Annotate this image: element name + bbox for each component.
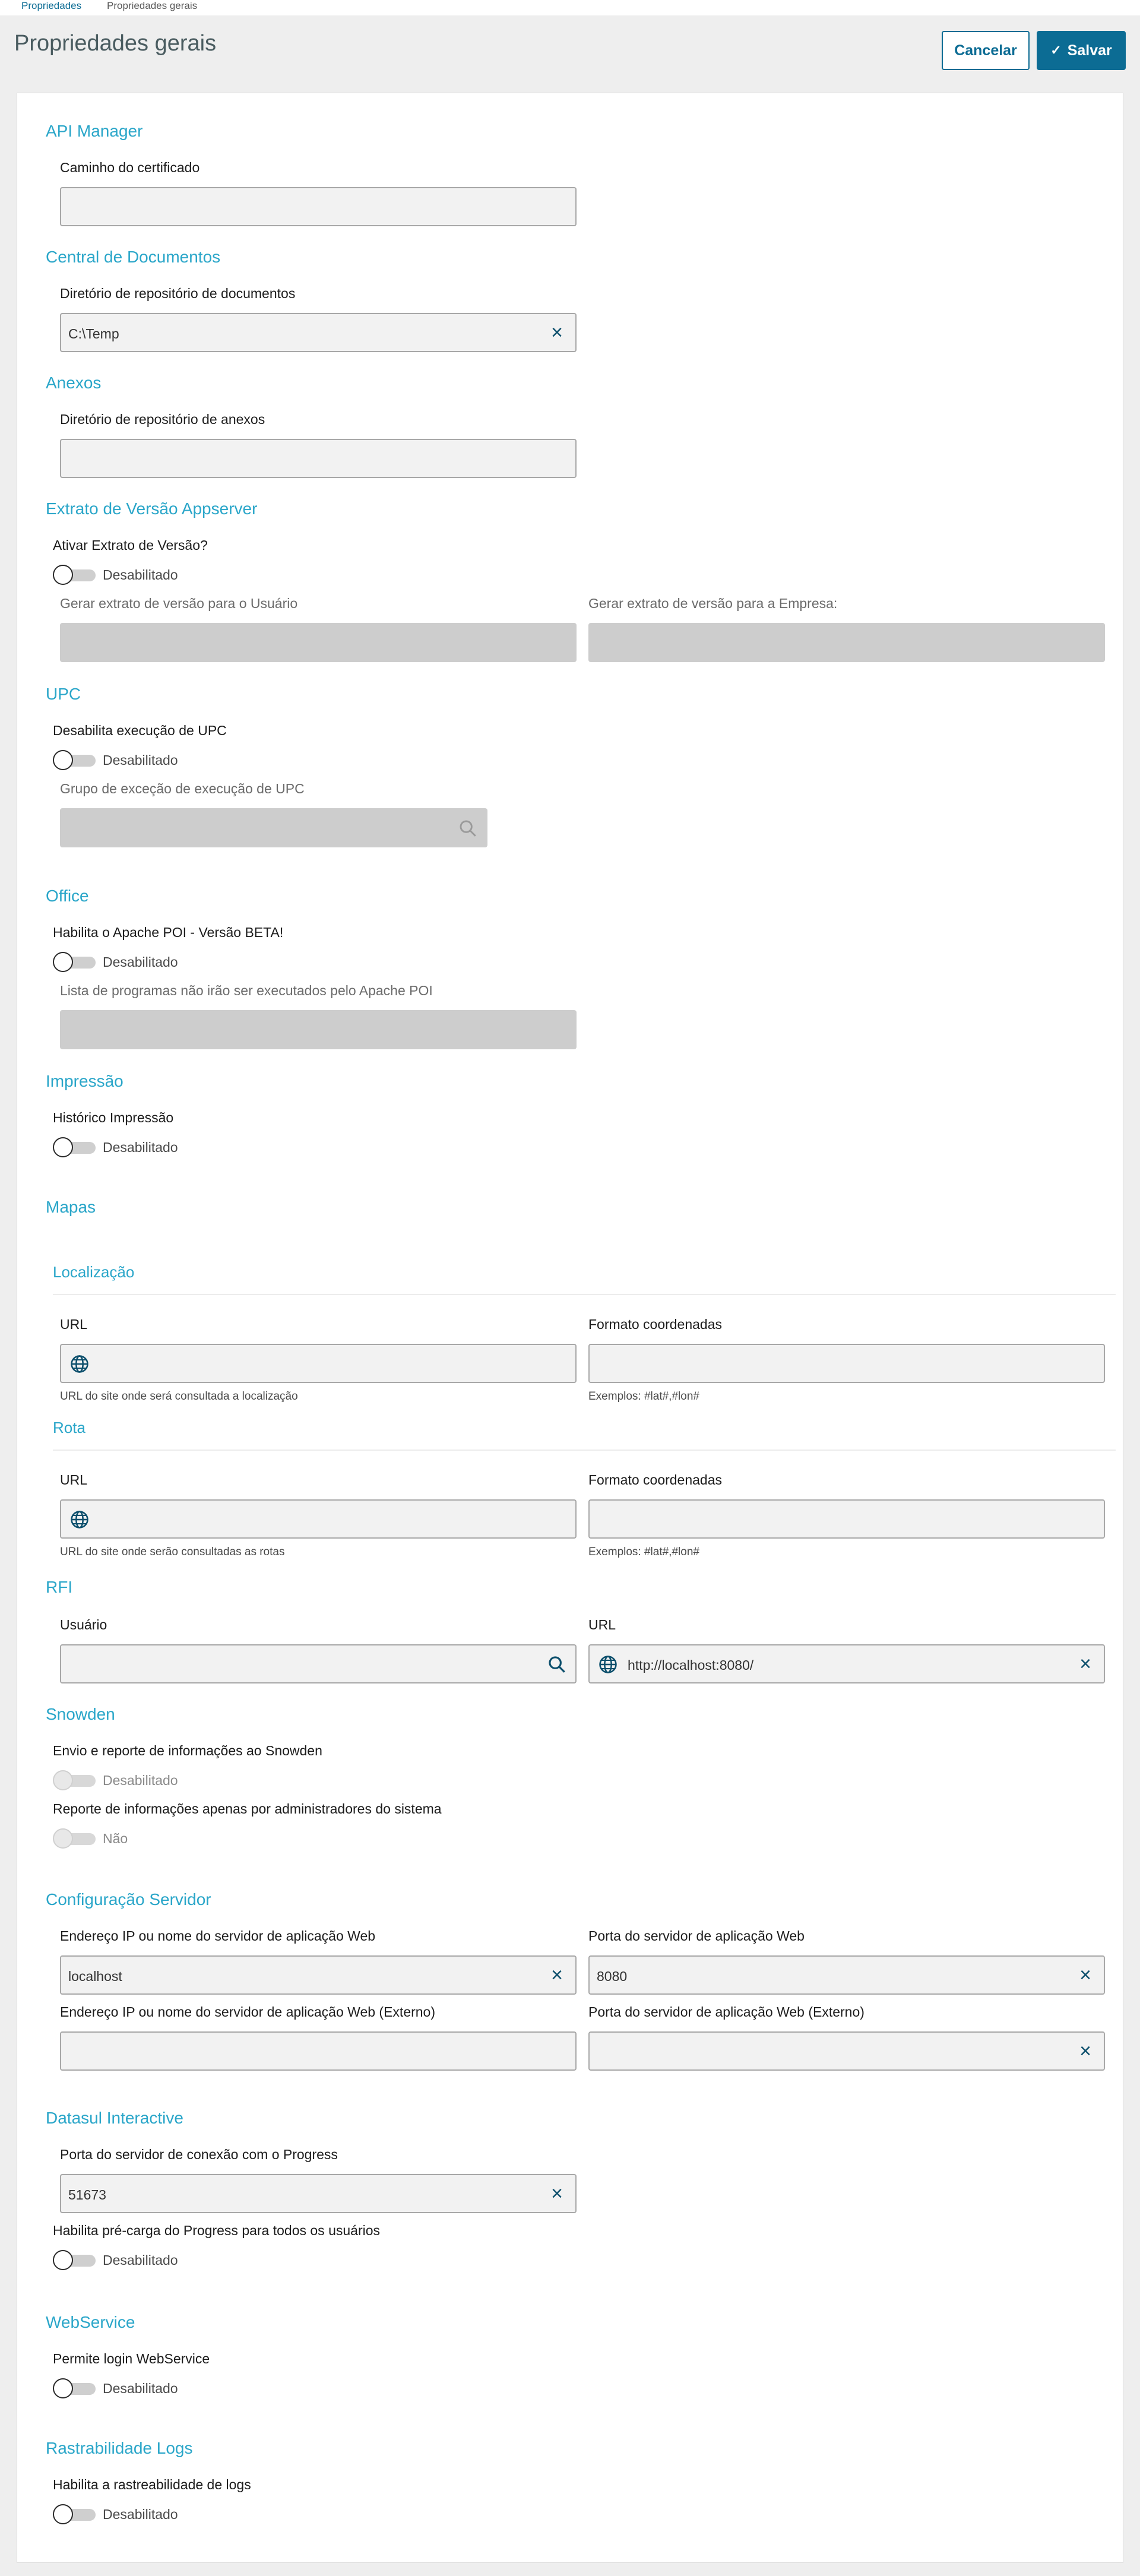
save-button[interactable] <box>1037 31 1126 70</box>
office-toggle-label: Habilita o Apache POI - Versão BETA! <box>53 925 284 940</box>
server-ip-input[interactable] <box>60 1955 577 1995</box>
office-list-input[interactable] <box>60 1010 577 1049</box>
impressao-toggle-label: Histórico Impressão <box>53 1110 174 1125</box>
cert-path-input[interactable] <box>60 187 577 226</box>
server-ip-label: Endereço IP ou nome do servidor de aplicação Web <box>60 1928 376 1944</box>
progress-port-value: 51673 <box>68 2187 106 2202</box>
attachments-dir-input[interactable] <box>60 439 577 478</box>
extrato-toggle-label: Ativar Extrato de Versão? <box>53 537 208 553</box>
check-icon: ✓ <box>1050 43 1062 58</box>
upc-group-label: Grupo de exceção de execução de UPC <box>60 781 305 796</box>
progress-preload-toggle[interactable] <box>53 2250 96 2270</box>
section-title-snowden: Snowden <box>46 1705 115 1723</box>
upc-toggle-label: Desabilita execução de UPC <box>53 723 227 738</box>
cancel-button[interactable]: Cancelar <box>942 31 1030 70</box>
server-port-ext-label: Porta do servidor de aplicação Web (Externo) <box>588 2004 864 2020</box>
section-title-webservice: WebService <box>46 2313 135 2331</box>
rota-url-label: URL <box>60 1472 88 1488</box>
docs-dir-label: Diretório de repositório de documentos <box>60 286 296 301</box>
section-title-extrato: Extrato de Versão Appserver <box>46 499 258 518</box>
rfi-url-label: URL <box>588 1617 616 1632</box>
office-list-label: Lista de programas não irão ser executados pelo Apache POI <box>60 983 433 998</box>
loc-url-input[interactable] <box>60 1344 577 1383</box>
close-icon[interactable]: × <box>551 2182 563 2205</box>
loc-url-label: URL <box>60 1317 88 1332</box>
server-ip-ext-input[interactable] <box>60 2031 577 2071</box>
globe-icon <box>598 1654 618 1675</box>
progress-port-input[interactable] <box>60 2174 577 2213</box>
search-icon[interactable] <box>458 818 478 838</box>
section-title-upc: UPC <box>46 685 81 703</box>
snowden-toggle1-label: Envio e reporte de informações ao Snowden <box>53 1743 322 1758</box>
extrato-toggle-state: Desabilitado <box>103 567 178 583</box>
snowden-report-toggle[interactable] <box>53 1770 96 1790</box>
close-icon[interactable]: × <box>551 321 563 344</box>
close-icon[interactable]: × <box>1079 1964 1091 1986</box>
section-title-logs: Rastrabilidade Logs <box>46 2439 193 2457</box>
rfi-url-input[interactable] <box>588 1644 1105 1683</box>
rota-url-input[interactable] <box>60 1499 577 1539</box>
snowden-toggle1-state: Desabilitado <box>103 1773 178 1788</box>
section-title-central-docs: Central de Documentos <box>46 248 221 266</box>
search-icon[interactable] <box>547 1654 567 1675</box>
extrato-user-input[interactable] <box>60 623 577 662</box>
section-title-impressao: Impressão <box>46 1072 124 1090</box>
breadcrumb-item-current: Propriedades gerais <box>107 0 198 11</box>
section-title-rfi: RFI <box>46 1578 73 1596</box>
section-title-servidor: Configuração Servidor <box>46 1890 211 1909</box>
close-icon[interactable]: × <box>1079 1653 1091 1675</box>
loc-coord-help: Exemplos: #lat#,#lon# <box>588 1390 699 1403</box>
docs-dir-input[interactable] <box>60 313 577 352</box>
snowden-toggle2-state: Não <box>103 1831 128 1846</box>
rfi-url-value: http://localhost:8080/ <box>628 1657 754 1673</box>
rota-url-help: URL do site onde serão consultadas as rotas <box>60 1546 285 1558</box>
upc-toggle[interactable] <box>53 750 96 770</box>
webservice-toggle-label: Permite login WebService <box>53 2351 210 2366</box>
settings-form <box>17 93 1123 2563</box>
rfi-user-label: Usuário <box>60 1617 107 1632</box>
office-toggle-state: Desabilitado <box>103 954 178 970</box>
snowden-admin-toggle[interactable] <box>53 1828 96 1849</box>
extrato-company-input[interactable] <box>588 623 1105 662</box>
cert-path-label: Caminho do certificado <box>60 160 200 175</box>
section-title-anexos: Anexos <box>46 374 102 392</box>
webservice-toggle[interactable] <box>53 2378 96 2398</box>
breadcrumb-item-propriedades[interactable]: Propriedades <box>21 0 82 11</box>
logs-toggle-label: Habilita a rastreabilidade de logs <box>53 2477 251 2492</box>
loc-url-help: URL do site onde será consultada a localização <box>60 1390 298 1403</box>
extrato-toggle[interactable] <box>53 565 96 585</box>
section-title-api-manager: API Manager <box>46 122 143 140</box>
globe-icon <box>69 1354 90 1374</box>
server-port-ext-input[interactable] <box>588 2031 1105 2071</box>
server-port-input[interactable] <box>588 1955 1105 1995</box>
rota-coord-input[interactable] <box>588 1499 1105 1539</box>
rota-coord-label: Formato coordenadas <box>588 1472 723 1488</box>
section-title-mapas: Mapas <box>46 1198 96 1216</box>
globe-icon <box>69 1509 90 1530</box>
subsection-title-rota: Rota <box>53 1419 86 1436</box>
rfi-user-input[interactable] <box>60 1644 577 1683</box>
logs-toggle-state: Desabilitado <box>103 2507 178 2522</box>
divider <box>53 1450 1116 1451</box>
section-title-datasul: Datasul Interactive <box>46 2109 183 2127</box>
breadcrumb <box>0 0 1140 15</box>
upc-group-input[interactable] <box>60 808 487 847</box>
upc-toggle-state: Desabilitado <box>103 752 178 768</box>
extrato-company-label: Gerar extrato de versão para a Empresa: <box>588 596 838 611</box>
close-icon[interactable]: × <box>551 1964 563 1986</box>
server-ip-ext-label: Endereço IP ou nome do servidor de aplicação Web (Externo) <box>60 2004 436 2020</box>
save-button-label: Salvar <box>1067 42 1112 59</box>
progress-preload-state: Desabilitado <box>103 2252 178 2268</box>
impressao-toggle-state: Desabilitado <box>103 1140 178 1155</box>
server-ip-value: localhost <box>68 1969 122 1984</box>
attachments-dir-label: Diretório de repositório de anexos <box>60 412 265 427</box>
progress-port-label: Porta do servidor de conexão com o Progress <box>60 2147 338 2162</box>
loc-coord-label: Formato coordenadas <box>588 1317 723 1332</box>
close-icon[interactable]: × <box>1079 2040 1091 2062</box>
snowden-toggle2-label: Reporte de informações apenas por administradores do sistema <box>53 1801 442 1817</box>
progress-preload-label: Habilita pré-carga do Progress para todos os usuários <box>53 2223 381 2238</box>
divider <box>53 1294 1116 1295</box>
section-title-office: Office <box>46 887 89 905</box>
loc-coord-input[interactable] <box>588 1344 1105 1383</box>
server-port-label: Porta do servidor de aplicação Web <box>588 1928 805 1944</box>
extrato-user-label: Gerar extrato de versão para o Usuário <box>60 596 298 611</box>
impressao-toggle[interactable] <box>53 1137 96 1157</box>
subsection-title-localizacao: Localização <box>53 1263 135 1281</box>
webservice-toggle-state: Desabilitado <box>103 2381 178 2396</box>
docs-dir-value: C:\Temp <box>68 326 119 341</box>
office-toggle[interactable] <box>53 952 96 972</box>
logs-toggle[interactable] <box>53 2504 96 2524</box>
server-port-value: 8080 <box>597 1969 628 1984</box>
page-title: Propriedades gerais <box>14 31 217 56</box>
rota-coord-help: Exemplos: #lat#,#lon# <box>588 1546 699 1558</box>
